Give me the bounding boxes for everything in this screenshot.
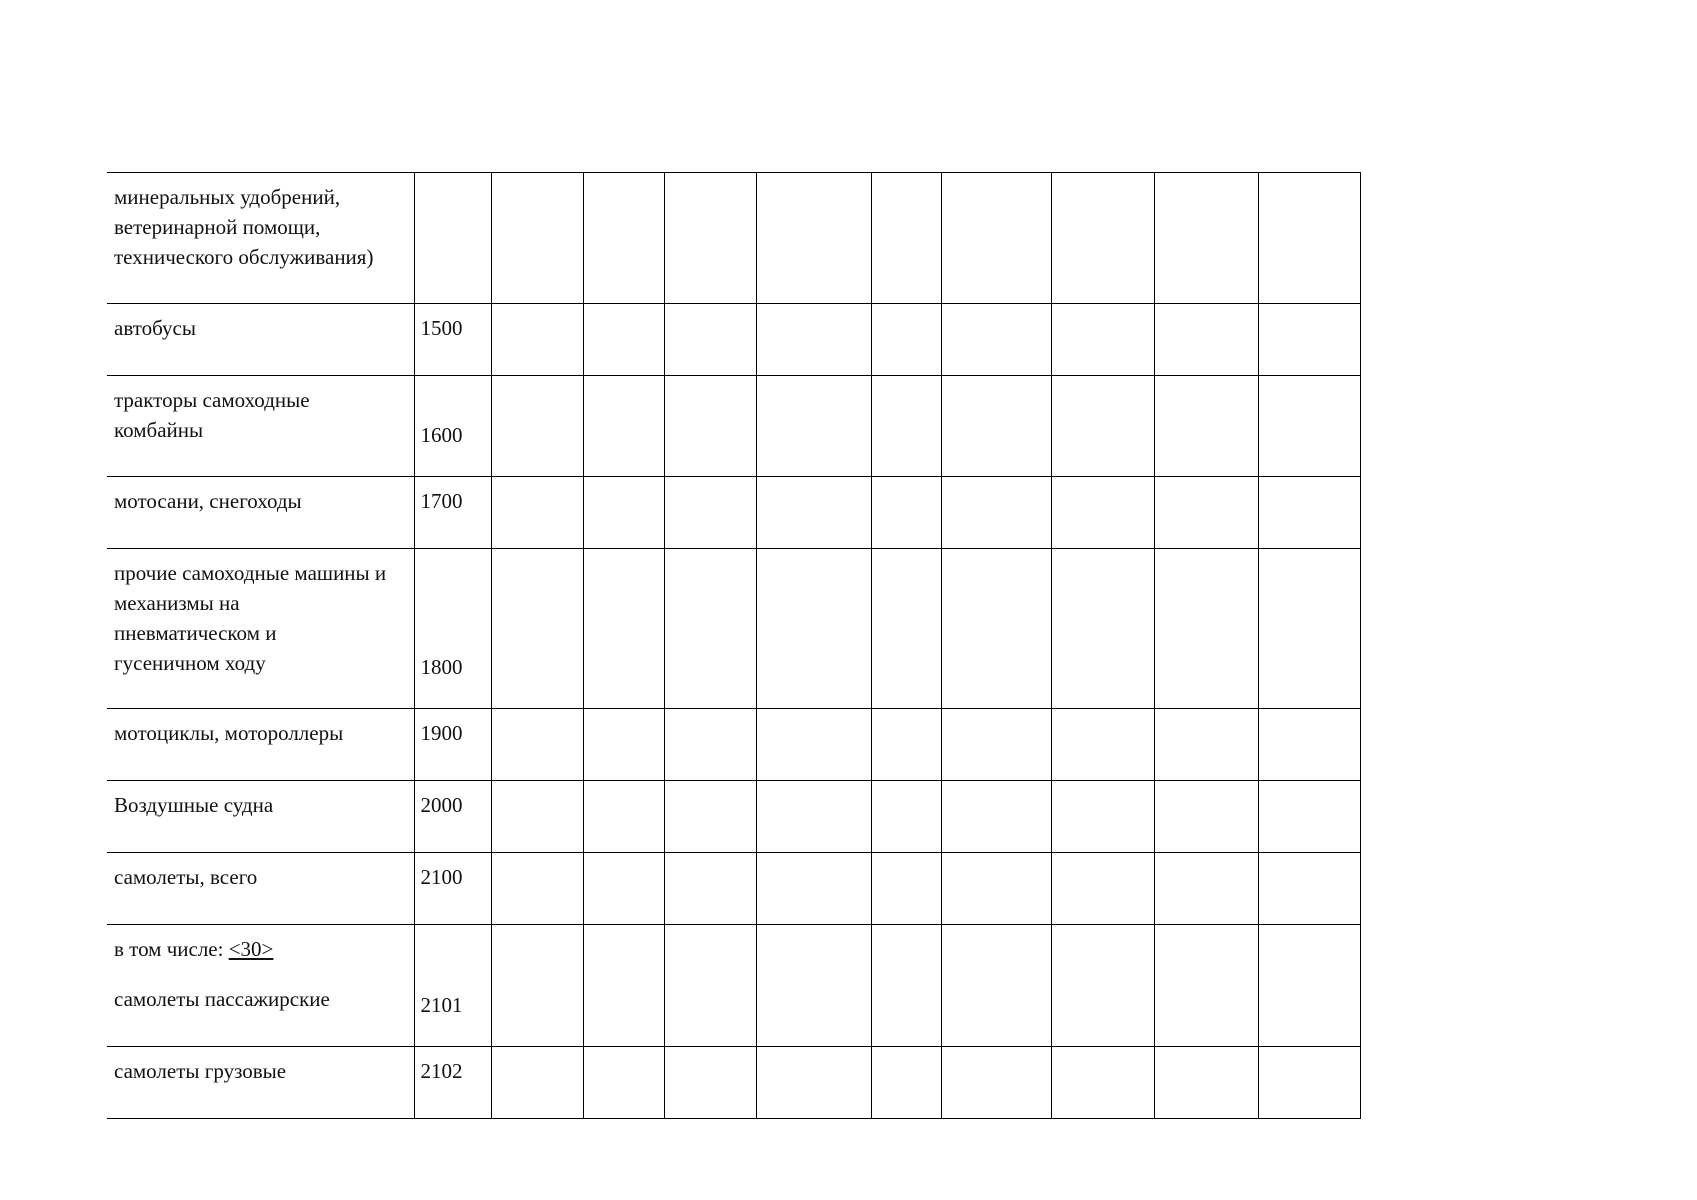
data-cell[interactable]: [664, 1047, 756, 1119]
data-cell[interactable]: [583, 477, 664, 549]
data-cell[interactable]: [1258, 781, 1360, 853]
data-cell[interactable]: [1051, 781, 1154, 853]
row-name-line: минеральных удобрений,: [114, 185, 341, 209]
data-cell[interactable]: [756, 853, 871, 925]
data-cell[interactable]: [491, 304, 583, 376]
row-name-line: мотоциклы, мотороллеры: [114, 721, 344, 745]
data-cell[interactable]: [491, 1047, 583, 1119]
row-name-cell: [107, 173, 414, 304]
row-name-cell: [107, 853, 414, 925]
row-code-cell: 1900: [414, 709, 491, 781]
data-cell[interactable]: [1154, 1047, 1258, 1119]
data-cell[interactable]: [1258, 853, 1360, 925]
table-row: [107, 304, 1360, 376]
data-cell[interactable]: [1154, 853, 1258, 925]
data-cell[interactable]: [1154, 304, 1258, 376]
row-name-line: гусеничном ходу: [114, 651, 266, 675]
data-cell[interactable]: [664, 925, 756, 1047]
data-cell[interactable]: [941, 853, 1051, 925]
data-cell[interactable]: [664, 853, 756, 925]
data-cell[interactable]: [583, 781, 664, 853]
row-name-line: самолеты пассажирские: [114, 987, 330, 1011]
data-cell[interactable]: [941, 549, 1051, 709]
data-cell[interactable]: [1154, 376, 1258, 477]
data-cell[interactable]: [1258, 304, 1360, 376]
row-name-prefix: в том числе:: [114, 937, 229, 961]
data-cell[interactable]: [1258, 477, 1360, 549]
data-cell[interactable]: [871, 477, 941, 549]
data-cell[interactable]: [871, 853, 941, 925]
data-cell[interactable]: [756, 477, 871, 549]
data-cell[interactable]: [583, 173, 664, 304]
data-cell[interactable]: [871, 376, 941, 477]
data-cell[interactable]: [941, 477, 1051, 549]
row-code-cell: 1800: [414, 549, 491, 709]
row-name-cell: [107, 925, 414, 1047]
data-cell[interactable]: [664, 304, 756, 376]
row-code-cell: 1700: [414, 477, 491, 549]
row-name-line: Воздушные судна: [114, 793, 274, 817]
data-cell[interactable]: [1258, 1047, 1360, 1119]
data-cell[interactable]: [871, 709, 941, 781]
data-cell[interactable]: [1051, 925, 1154, 1047]
table-row: [107, 853, 1360, 925]
row-name-cell: [107, 549, 414, 709]
data-cell[interactable]: [583, 925, 664, 1047]
row-name-cell: [107, 1047, 414, 1119]
data-cell[interactable]: [1051, 853, 1154, 925]
row-name-line: [114, 934, 410, 964]
data-cell[interactable]: [1258, 709, 1360, 781]
data-cell[interactable]: [1258, 376, 1360, 477]
row-name-cell: [107, 304, 414, 376]
data-cell[interactable]: [1051, 549, 1154, 709]
data-cell[interactable]: [491, 925, 583, 1047]
table-row: [107, 781, 1360, 853]
row-code-cell: 2100: [414, 853, 491, 925]
data-cell[interactable]: [1154, 173, 1258, 304]
data-cell[interactable]: [941, 925, 1051, 1047]
table-row: [107, 709, 1360, 781]
row-name-cell: [107, 781, 414, 853]
row-name-line: технического обслуживания): [114, 245, 374, 269]
data-cell[interactable]: [871, 304, 941, 376]
row-code-cell: 2102: [414, 1047, 491, 1119]
data-cell[interactable]: [583, 853, 664, 925]
row-code-cell: [414, 173, 491, 304]
data-cell[interactable]: [1051, 477, 1154, 549]
data-cell[interactable]: [941, 304, 1051, 376]
row-name-line: самолеты, всего: [114, 865, 258, 889]
vehicle-form-table: [107, 172, 1361, 1119]
table-row: [107, 376, 1360, 477]
data-cell[interactable]: [871, 925, 941, 1047]
data-cell[interactable]: [491, 477, 583, 549]
row-name-line: автобусы: [114, 316, 196, 340]
row-name-line: пневматическом и: [114, 621, 277, 645]
row-code-cell: 2101: [414, 925, 491, 1047]
row-name-line: тракторы самоходные: [114, 388, 310, 412]
data-cell[interactable]: [583, 709, 664, 781]
data-cell[interactable]: [871, 1047, 941, 1119]
data-cell[interactable]: [941, 781, 1051, 853]
data-cell[interactable]: [871, 173, 941, 304]
data-cell[interactable]: [941, 709, 1051, 781]
data-cell[interactable]: [491, 376, 583, 477]
data-cell[interactable]: [871, 781, 941, 853]
data-cell[interactable]: [1154, 709, 1258, 781]
data-cell[interactable]: [664, 781, 756, 853]
table-row: [107, 173, 1360, 304]
data-cell[interactable]: [491, 709, 583, 781]
data-cell[interactable]: [664, 173, 756, 304]
row-code-cell: 1500: [414, 304, 491, 376]
data-cell[interactable]: [664, 477, 756, 549]
data-cell[interactable]: [941, 1047, 1051, 1119]
row-name-line: комбайны: [114, 418, 204, 442]
data-cell[interactable]: [664, 376, 756, 477]
footnote-link[interactable]: <30>: [228, 937, 274, 961]
data-cell[interactable]: [1051, 376, 1154, 477]
data-cell[interactable]: [1051, 1047, 1154, 1119]
data-cell[interactable]: [1154, 781, 1258, 853]
data-cell[interactable]: [491, 853, 583, 925]
data-cell[interactable]: [664, 549, 756, 709]
data-cell[interactable]: [583, 304, 664, 376]
data-cell[interactable]: [756, 304, 871, 376]
data-cell[interactable]: [1051, 709, 1154, 781]
table-row: [107, 1047, 1360, 1119]
data-cell[interactable]: [756, 1047, 871, 1119]
data-cell[interactable]: [756, 173, 871, 304]
data-cell[interactable]: [1258, 173, 1360, 304]
data-cell[interactable]: [1154, 925, 1258, 1047]
data-cell[interactable]: [1258, 925, 1360, 1047]
data-cell[interactable]: [756, 709, 871, 781]
data-cell[interactable]: [664, 709, 756, 781]
data-cell[interactable]: [583, 549, 664, 709]
row-code-cell: 2000: [414, 781, 491, 853]
data-cell[interactable]: [756, 549, 871, 709]
data-cell[interactable]: [941, 173, 1051, 304]
row-name-line: механизмы на: [114, 591, 240, 615]
data-cell[interactable]: [1051, 304, 1154, 376]
row-code-cell: 1600: [414, 376, 491, 477]
data-cell[interactable]: [1154, 477, 1258, 549]
table-row: [107, 549, 1360, 709]
row-name-cell: [107, 709, 414, 781]
table-row: [107, 925, 1360, 1047]
data-cell[interactable]: [491, 549, 583, 709]
data-cell[interactable]: [491, 173, 583, 304]
data-cell[interactable]: [1258, 549, 1360, 709]
table-row: [107, 477, 1360, 549]
data-cell[interactable]: [756, 781, 871, 853]
data-cell[interactable]: [756, 925, 871, 1047]
row-name-line: мотосани, снегоходы: [114, 489, 302, 513]
row-name-line: самолеты грузовые: [114, 1059, 287, 1083]
data-cell[interactable]: [491, 781, 583, 853]
data-cell[interactable]: [1051, 173, 1154, 304]
row-name-cell: [107, 477, 414, 549]
data-cell[interactable]: [1154, 549, 1258, 709]
row-name-line: ветеринарной помощи,: [114, 215, 321, 239]
data-cell[interactable]: [871, 549, 941, 709]
row-name-cell: [107, 376, 414, 477]
data-cell[interactable]: [583, 376, 664, 477]
data-cell[interactable]: [941, 376, 1051, 477]
row-name-line: прочие самоходные машины и: [114, 561, 387, 585]
data-cell[interactable]: [756, 376, 871, 477]
data-cell[interactable]: [583, 1047, 664, 1119]
